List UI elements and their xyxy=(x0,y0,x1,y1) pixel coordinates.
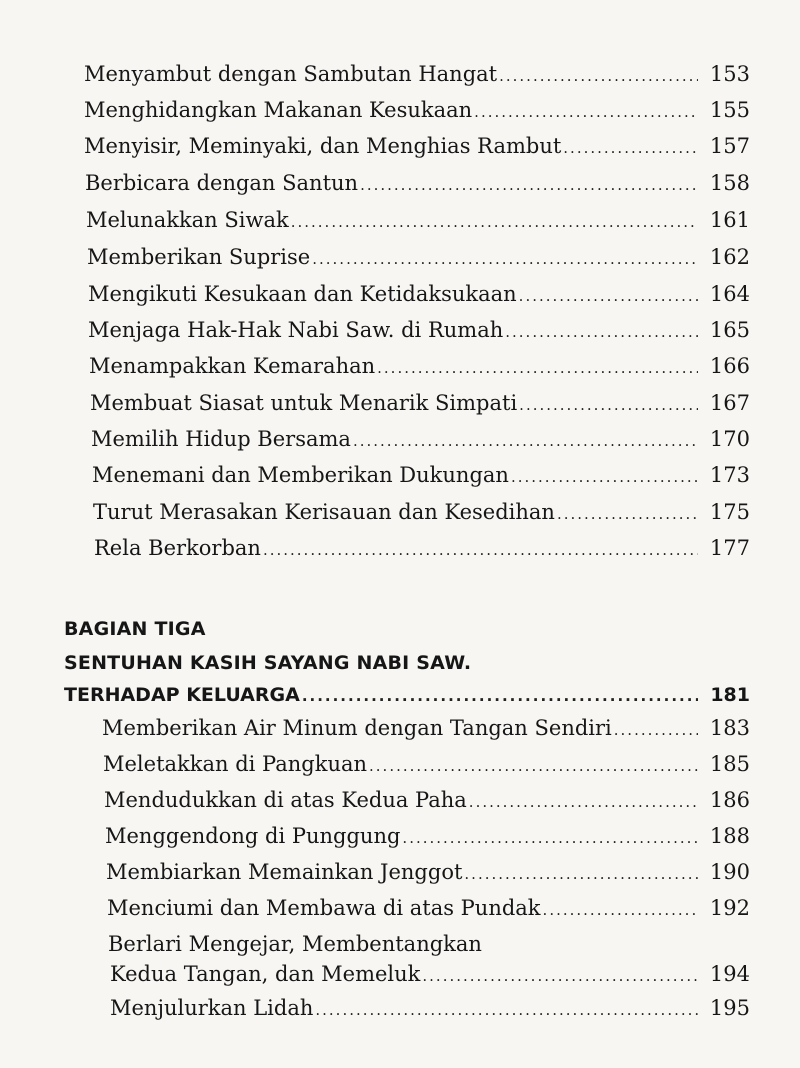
toc-entry-page: 175 xyxy=(709,500,750,524)
toc-entry-title: Meletakkan di Pangkuan xyxy=(103,752,368,776)
toc-entry[interactable] xyxy=(89,354,750,378)
toc-entry-page: 177 xyxy=(709,536,750,560)
toc-leader-dots xyxy=(302,687,698,705)
toc-entry-title: Menampakkan Kemarahan xyxy=(89,354,376,378)
toc-leader-dots xyxy=(474,103,698,121)
toc-entry[interactable] xyxy=(86,208,750,232)
toc-entry-page: 183 xyxy=(709,716,750,740)
toc-entry-page: 155 xyxy=(709,98,750,122)
toc-entry[interactable] xyxy=(94,536,750,560)
toc-entry[interactable] xyxy=(93,500,750,524)
toc-entry-page: 167 xyxy=(709,391,750,415)
toc-entry-title: Menyisir, Meminyaki, dan Menghias Rambut xyxy=(84,134,562,158)
toc-entry-page: 188 xyxy=(709,824,750,848)
part-label: BAGIAN TIGA xyxy=(64,618,206,640)
toc-entry-title-line-1[interactable]: Berlari Mengejar, Membentangkan xyxy=(108,932,482,956)
toc-entry-page: 164 xyxy=(709,282,750,306)
toc-entry[interactable] xyxy=(110,962,750,986)
toc-entry-page: 170 xyxy=(709,427,750,451)
toc-entry[interactable] xyxy=(91,427,750,451)
toc-leader-dots xyxy=(315,1001,698,1019)
toc-entry[interactable] xyxy=(103,752,750,776)
section-page: 181 xyxy=(710,684,750,706)
toc-entry[interactable] xyxy=(102,716,750,740)
toc-entry-title: Memilih Hidup Bersama xyxy=(91,427,351,451)
toc-leader-dots xyxy=(402,829,698,847)
toc-leader-dots xyxy=(505,323,698,341)
toc-entry[interactable] xyxy=(90,391,750,415)
toc-leader-dots xyxy=(291,213,698,231)
toc-leader-dots xyxy=(511,468,698,486)
toc-entry-page: 173 xyxy=(709,463,750,487)
toc-entry-page: 161 xyxy=(709,208,750,232)
toc-entry-page: 162 xyxy=(709,245,750,269)
toc-leader-dots xyxy=(563,139,698,157)
toc-leader-dots xyxy=(377,359,698,377)
toc-entry[interactable] xyxy=(110,996,750,1020)
toc-leader-dots xyxy=(469,793,698,811)
toc-entry-title: Melunakkan Siwak xyxy=(86,208,289,232)
toc-entry-page: 194 xyxy=(709,962,750,986)
toc-entry-title: Menjulurkan Lidah xyxy=(110,996,314,1020)
toc-entry-page: 157 xyxy=(709,134,750,158)
toc-entry-title: Turut Merasakan Kerisauan dan Kesedihan xyxy=(93,500,555,524)
toc-entry-title: Mengikuti Kesukaan dan Ketidaksukaan xyxy=(88,282,517,306)
toc-entry-title: Berbicara dengan Santun xyxy=(85,171,359,195)
toc-leader-dots xyxy=(422,967,698,985)
toc-entry-title: Menghidangkan Makanan Kesukaan xyxy=(84,98,473,122)
toc-entry-title: Membuat Siasat untuk Menarik Simpati xyxy=(90,391,518,415)
toc-leader-dots xyxy=(499,67,698,85)
toc-entry[interactable] xyxy=(107,896,750,920)
toc-entry[interactable] xyxy=(87,245,750,269)
toc-entry-title: Memberikan Suprise xyxy=(87,245,311,269)
toc-entry-title: Memberikan Air Minum dengan Tangan Sendiri xyxy=(102,716,612,740)
section-title-line-1: SENTUHAN KASIH SAYANG NABI SAW. xyxy=(64,652,472,674)
toc-entry-page: 153 xyxy=(709,62,750,86)
toc-leader-dots xyxy=(519,287,698,305)
toc-entry-title: Menggendong di Punggung xyxy=(105,824,401,848)
toc-entry[interactable] xyxy=(92,463,750,487)
toc-entry-title: Menyambut dengan Sambutan Hangat xyxy=(84,62,498,86)
toc-leader-dots xyxy=(263,541,698,559)
toc-entry[interactable] xyxy=(84,134,750,158)
toc-entry-title: Menemani dan Memberikan Dukungan xyxy=(92,463,509,487)
toc-entry-title: Rela Berkorban xyxy=(94,536,261,560)
toc-leader-dots xyxy=(369,757,698,775)
toc-entry-title: Membiarkan Memainkan Jenggot xyxy=(106,860,463,884)
toc-entry-page: 185 xyxy=(709,752,750,776)
toc-entry-page: 190 xyxy=(709,860,750,884)
toc-entry-page: 165 xyxy=(709,318,750,342)
toc-entry-title: Menjaga Hak-Hak Nabi Saw. di Rumah xyxy=(88,318,504,342)
toc-entry[interactable] xyxy=(106,860,750,884)
toc-entry-page: 166 xyxy=(709,354,750,378)
toc-entry[interactable] xyxy=(104,788,750,812)
toc-entry-title: Mendudukkan di atas Kedua Paha xyxy=(104,788,467,812)
toc-entry-page: 192 xyxy=(709,896,750,920)
toc-leader-dots xyxy=(543,901,698,919)
toc-entry-page: 186 xyxy=(709,788,750,812)
section-heading-entry[interactable] xyxy=(64,684,750,706)
toc-entry[interactable] xyxy=(105,824,750,848)
toc-entry[interactable] xyxy=(88,318,750,342)
toc-entry-page: 195 xyxy=(709,996,750,1020)
toc-entry[interactable] xyxy=(88,282,750,306)
toc-entry[interactable] xyxy=(84,98,750,122)
section-title-line-2: TERHADAP KELUARGA xyxy=(64,684,300,706)
toc-entry-page: 158 xyxy=(709,171,750,195)
toc-entry-title: Menciumi dan Membawa di atas Pundak xyxy=(107,896,541,920)
toc-leader-dots xyxy=(519,396,698,414)
toc-leader-dots xyxy=(353,432,698,450)
toc-entry-title-line-2: Kedua Tangan, dan Memeluk xyxy=(110,962,421,986)
toc-leader-dots xyxy=(557,505,698,523)
toc-leader-dots xyxy=(614,721,698,739)
toc-leader-dots xyxy=(464,865,698,883)
toc-leader-dots xyxy=(312,250,698,268)
toc-entry[interactable] xyxy=(85,171,750,195)
toc-leader-dots xyxy=(360,176,698,194)
toc-entry[interactable] xyxy=(84,62,750,86)
